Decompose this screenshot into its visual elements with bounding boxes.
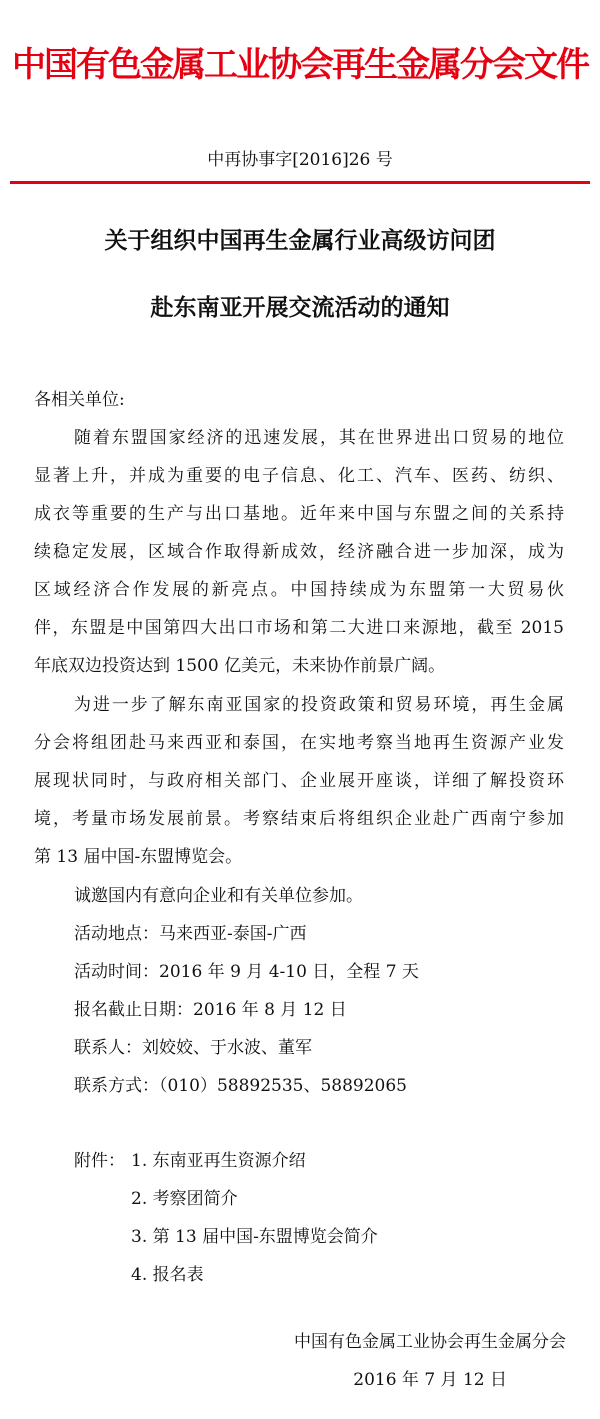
document-header-title: 中国有色金属工业协会再生金属分会文件 — [12, 45, 588, 85]
paragraph-line: 显著上升，并成为重要的电子信息、化工、汽车、医药、纺织、 — [34, 466, 564, 486]
activity-time: 活动时间：2016 年 9 月 4-10 日，全程 7 天 — [74, 962, 419, 982]
paragraph-line: 成衣等重要的生产与出口基地。近年来中国与东盟之间的关系持 — [34, 504, 564, 524]
salutation: 各相关单位: — [34, 390, 125, 410]
paragraph-line: 续稳定发展，区域合作取得新成效，经济融合进一步加深，成为 — [34, 542, 564, 562]
document-number: 中再协事字[2016]26 号 — [207, 150, 393, 170]
notice-title-line-1: 关于组织中国再生金属行业高级访问团 — [104, 227, 496, 254]
attachment-item: 4. 报名表 — [131, 1265, 204, 1285]
paragraph-line: 境，考量市场发展前景。考察结束后将组织企业赴广西南宁参加 — [34, 809, 564, 829]
header-red-divider — [10, 181, 590, 184]
paragraph-line: 年底双边投资达到 1500 亿美元，未来协作前景广阔。 — [34, 656, 446, 676]
invitation-line: 诚邀国内有意向企业和有关单位参加。 — [74, 886, 363, 906]
paragraph-line: 为进一步了解东南亚国家的投资政策和贸易环境，再生金属 — [74, 695, 564, 715]
notice-title-line-2: 赴东南亚开展交流活动的通知 — [150, 294, 450, 321]
paragraph-line: 区域经济合作发展的新亮点。中国持续成为东盟第一大贸易伙 — [34, 580, 564, 600]
activity-location: 活动地点：马来西亚-泰国-广西 — [74, 924, 307, 944]
registration-deadline: 报名截止日期：2016 年 8 月 12 日 — [74, 1000, 347, 1020]
paragraph-line: 第 13 届中国-东盟博览会。 — [34, 847, 243, 867]
signature-date: 2016 年 7 月 12 日 — [353, 1370, 507, 1390]
attachment-item: 3. 第 13 届中国-东盟博览会简介 — [131, 1227, 378, 1247]
paragraph-line: 分会将组团赴马来西亚和泰国，在实地考察当地再生资源产业发 — [34, 733, 564, 753]
paragraph-line: 展现状同时，与政府相关部门、企业展开座谈，详细了解投资环 — [34, 771, 564, 791]
paragraph-line: 随着东盟国家经济的迅速发展，其在世界进出口贸易的地位 — [74, 428, 564, 448]
paragraph-line: 伴，东盟是中国第四大出口市场和第二大进口来源地，截至 2015 — [34, 618, 564, 638]
contact-phone: 联系方式：（010）58892535、58892065 — [74, 1076, 408, 1096]
contact-persons: 联系人：刘姣姣、于水波、董军 — [74, 1038, 312, 1058]
attachments-label: 附件： — [74, 1151, 125, 1171]
attachment-item: 1. 东南亚再生资源介绍 — [131, 1151, 306, 1171]
signature-organization: 中国有色金属工业协会再生金属分会 — [294, 1332, 566, 1352]
attachment-item: 2. 考察团简介 — [131, 1189, 238, 1209]
